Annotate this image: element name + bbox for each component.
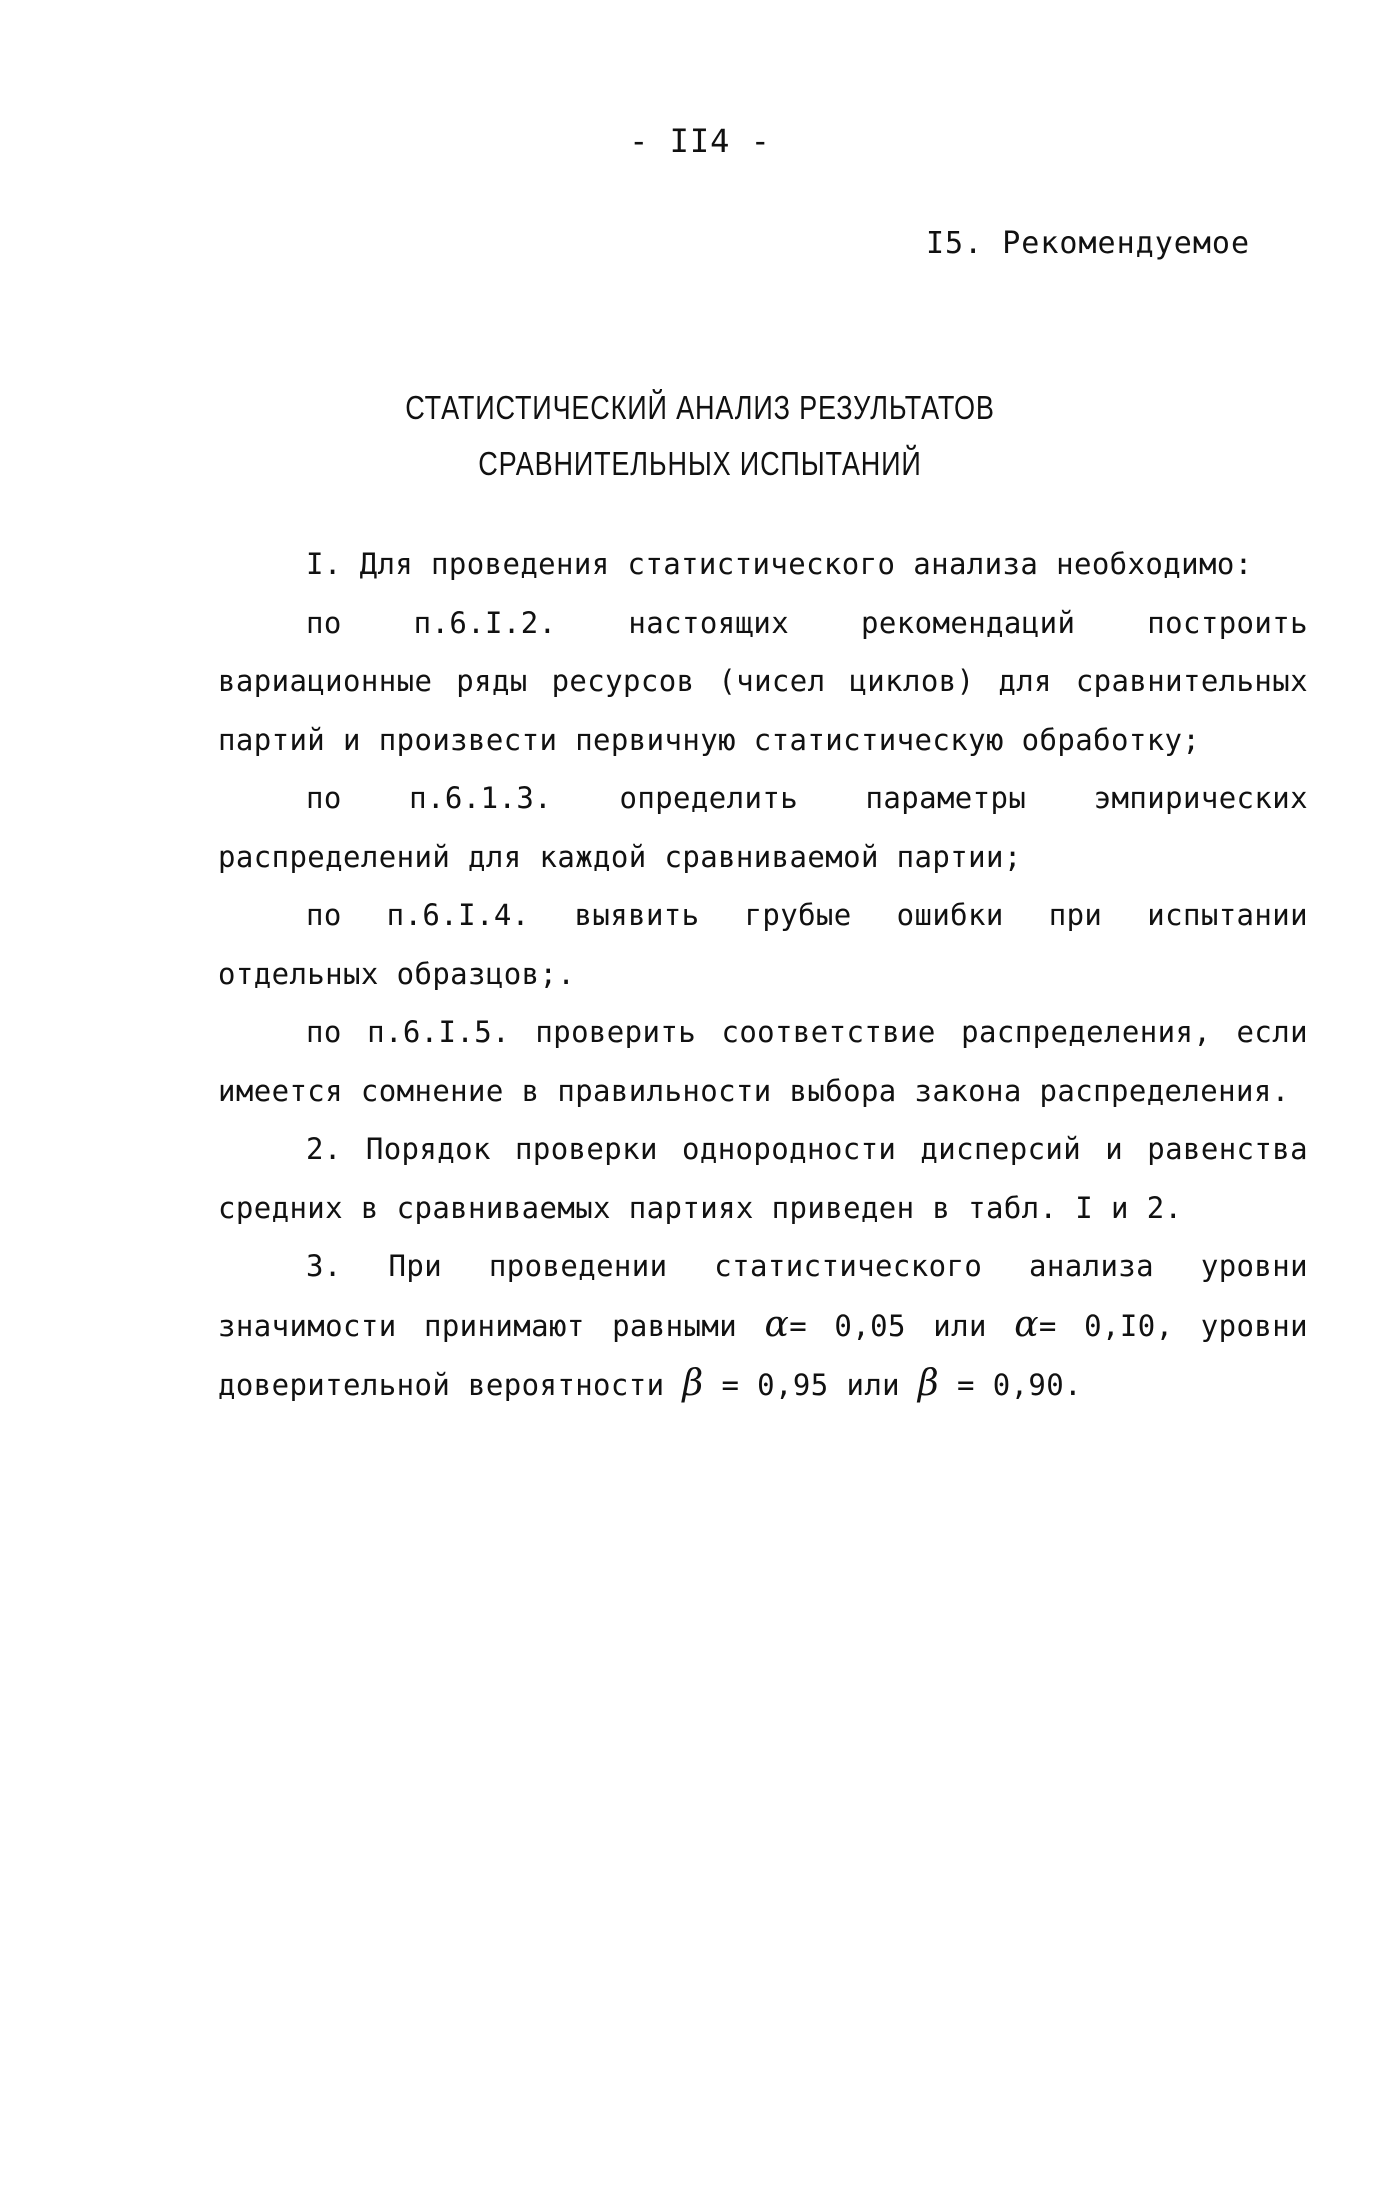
paragraph-6: 2. Порядок проверки однородности дисперсий и равенства средних в сравниваемых партиях приведен в табл. I и 2. bbox=[218, 1132, 1308, 1225]
paragraph-7-text-5: = 0,90. bbox=[939, 1368, 1083, 1402]
paragraph-7-text-4: = 0,95 или bbox=[703, 1368, 918, 1402]
paragraph-7-text-3: = 0,I0, уровни доверительной вероятности bbox=[218, 1308, 1308, 1402]
alpha-symbol: α bbox=[1014, 1303, 1039, 1345]
paragraph-5: по п.6.I.5. проверить соответствие распределения, если имеется сомнение в правильности выбора закона распределения. bbox=[218, 1015, 1308, 1108]
title-line-1: СТАТИСТИЧЕСКИЙ АНАЛИЗ РЕЗУЛЬТАТОВ bbox=[405, 389, 995, 426]
beta-symbol: β bbox=[917, 1363, 940, 1404]
body-text bbox=[218, 535, 1308, 1415]
paragraph-4: по п.6.I.4. выявить грубые ошибки при испытании отдельных образцов;. bbox=[218, 898, 1308, 991]
paragraph-3: по п.6.1.3. определить параметры эмпирических распределений для каждой сравниваемой партии; bbox=[218, 781, 1308, 874]
alpha-symbol: α bbox=[764, 1303, 790, 1345]
paragraph-7 bbox=[218, 1237, 1308, 1415]
paragraph-7-text-2: = 0,05 или bbox=[789, 1308, 1015, 1343]
appendix-label: I5. Рекомендуемое bbox=[925, 226, 1250, 261]
document-title bbox=[126, 380, 1274, 492]
page-number: - II4 - bbox=[629, 122, 771, 160]
beta-symbol: β bbox=[682, 1363, 704, 1404]
paragraph-1: I. Для проведения статистического анализа необходимо: bbox=[306, 547, 1253, 581]
paragraph-7-text-1: 3. При проведении статистического анализа уровни значимости принимают равными bbox=[218, 1249, 1308, 1343]
title-line-2: СРАВНИТЕЛЬНЫХ ИСПЫТАНИЙ bbox=[478, 445, 922, 482]
paragraph-2: по п.6.I.2. настоящих рекомендаций построить вариационные ряды ресурсов (чисел циклов) для сравнительных партий и произвести первичную статистическую обработку; bbox=[218, 605, 1308, 757]
